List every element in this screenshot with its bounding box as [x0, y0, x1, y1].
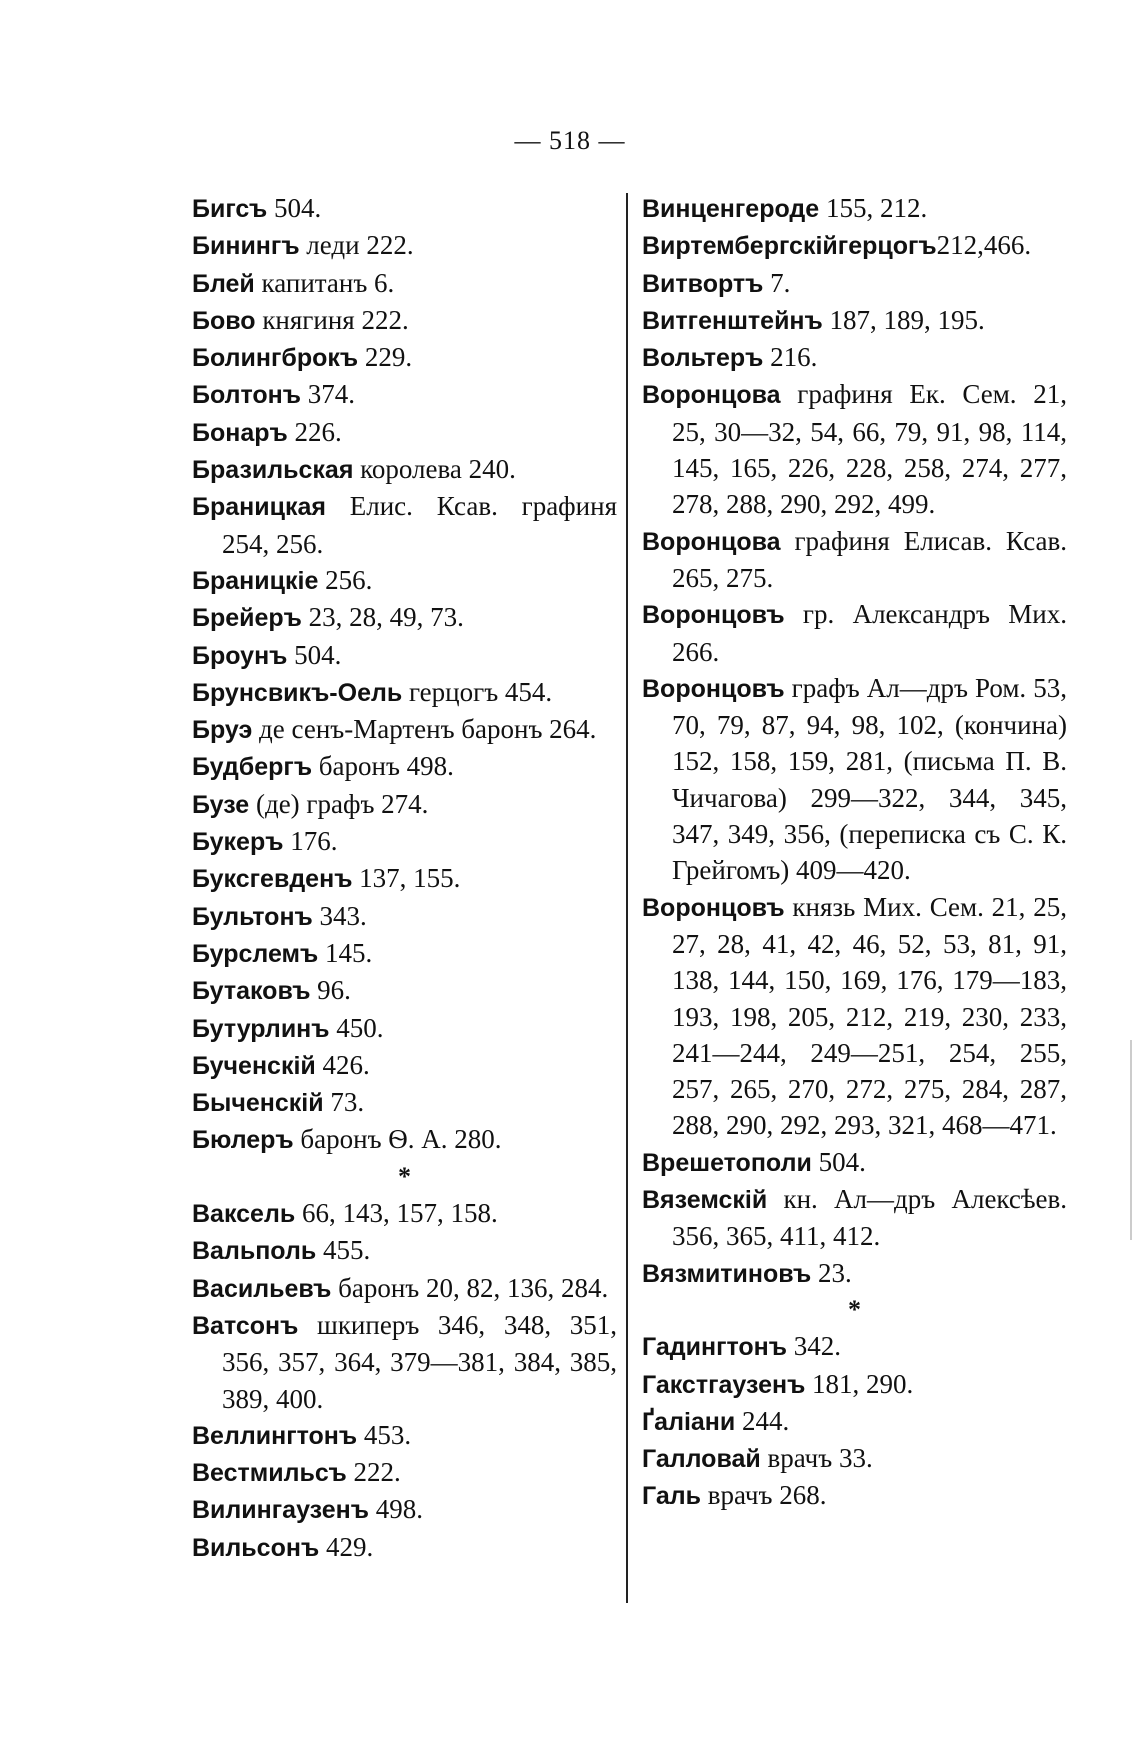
index-entry [192, 265, 617, 302]
entry-name: Вильсонъ [192, 1533, 320, 1562]
entry-references: 137, 155. [352, 863, 461, 894]
entry-name: Вилингаузенъ [192, 1496, 369, 1525]
entry-references: графиня Елисав. Ксав. 265, 275. [672, 525, 1067, 593]
entry-references: 450. [329, 1012, 384, 1043]
entry-name: Витгенштейнъ [642, 306, 823, 335]
index-entry [642, 596, 1067, 670]
index-entry [642, 1477, 1067, 1514]
index-entry [192, 1454, 617, 1491]
entry-name: Гакстгаузенъ [642, 1370, 806, 1399]
entry-name: Бруэ [192, 716, 253, 745]
index-column-left [192, 190, 617, 1566]
entry-references: 498. [369, 1494, 423, 1525]
entry-references: 244. [735, 1405, 790, 1436]
entry-name: Виртембергскійгерцогъ [642, 232, 937, 261]
entry-references: 23, 28, 49, 73. [301, 602, 464, 633]
entry-name: Ґаліани [642, 1407, 736, 1436]
entry-name: Быченскій [192, 1089, 324, 1118]
entry-name: Веллингтонъ [192, 1421, 358, 1450]
entry-references: 96. [310, 975, 351, 1006]
entry-name: Бузе [192, 790, 250, 819]
entry-references: 216. [763, 342, 818, 373]
index-entry [192, 860, 617, 897]
index-entry [642, 339, 1067, 376]
entry-references: 504. [267, 193, 322, 223]
index-entry [192, 786, 617, 823]
entry-name: Ваксель [192, 1200, 296, 1229]
entry-name: Букеръ [192, 828, 284, 857]
index-entry [192, 1047, 617, 1084]
entry-name: Бово [192, 306, 256, 335]
entry-name: Вязмитиновъ [642, 1259, 812, 1288]
entry-name: Бультонъ [192, 902, 313, 931]
index-entry [192, 451, 617, 488]
entry-name: Васильевъ [192, 1274, 332, 1303]
entry-references: 342. [787, 1331, 842, 1362]
index-entry [642, 1328, 1067, 1365]
index-entry [642, 190, 1067, 227]
entry-references: 426. [315, 1049, 370, 1080]
entry-references: князь Мих. Сем. 21, 25, 27, 28, 41, 42, 46, 52, 53, 81, 91, 138, 144, 150, 169, 176, 179—183, 193, 198, 205, 212, 219, 230, 233, 241—244, 249—251, 254, 255, 257, 265, 270, 272, 275, 284, 287, 288, 290, 292, 293, 321, 468—471. [672, 891, 1067, 1141]
index-entry [642, 227, 1067, 264]
entry-name: Бурслемъ [192, 939, 319, 968]
entry-references: 343. [312, 900, 367, 931]
index-entry [192, 935, 617, 972]
index-entry [192, 1121, 617, 1158]
section-separator: * [398, 1161, 411, 1191]
index-entry [192, 748, 617, 785]
entry-references: 229. [358, 342, 413, 373]
entry-name: Бюлеръ [192, 1126, 294, 1155]
entry-references: баронъ 20, 82, 136, 284. [331, 1272, 609, 1303]
entry-references: 504. [811, 1146, 866, 1177]
entry-name: Бинингъ [192, 232, 300, 261]
index-entry [642, 1144, 1067, 1181]
entry-name: Бутурлинъ [192, 1014, 330, 1043]
entry-name: Болтонъ [192, 381, 302, 410]
index-entry [192, 1232, 617, 1269]
entry-references: 187, 189, 195. [822, 304, 985, 335]
index-entry [192, 1417, 617, 1454]
entry-name: Галь [642, 1482, 701, 1511]
index-entry [192, 599, 617, 636]
index-entry [192, 190, 617, 227]
index-column-right [642, 190, 1067, 1515]
index-entry [642, 889, 1067, 1144]
entry-name: Врешетополи [642, 1148, 812, 1177]
index-entry [192, 1195, 617, 1232]
index-entry [192, 674, 617, 711]
entry-name: Воронцовъ [642, 893, 785, 922]
index-entry [192, 1529, 617, 1566]
entry-references: герцогъ 454. [402, 676, 553, 707]
column-divider [626, 193, 628, 1603]
index-entry [642, 376, 1067, 522]
entry-references: графиня Ек. Сем. 21, 25, 30—32, 54, 66, 79, 91, 98, 114, 145, 165, 226, 228, 258, 274, 277, 278, 288, 290, 292, 499. [672, 379, 1067, 520]
index-entry [642, 265, 1067, 302]
entry-references: де сенъ-Мартенъ баронъ 264. [252, 714, 597, 745]
entry-references: 212,466. [936, 230, 1032, 261]
entry-name: Будбергъ [192, 753, 313, 782]
entry-name: Бученскій [192, 1051, 316, 1080]
entry-name: Брейеръ [192, 604, 302, 633]
entry-name: Воронцовъ [642, 601, 785, 630]
entry-references: 226. [287, 416, 342, 447]
entry-references: кн. Ал—дръ Алексѣев. 356, 365, 411, 412. [672, 1184, 1067, 1252]
entry-name: Болингброкъ [192, 344, 359, 373]
entry-name: Броунъ [192, 641, 288, 670]
entry-references: 176. [283, 826, 338, 857]
entry-name: Гадингтонъ [642, 1333, 788, 1362]
entry-name: Бигсъ [192, 195, 268, 223]
entry-references: 155, 212. [819, 193, 928, 223]
index-entry [192, 823, 617, 860]
entry-references: Елис. Ксав. графиня 254, 256. [222, 491, 617, 559]
entry-references: шкиперъ 346, 348, 351, 356, 357, 364, 379—381, 384, 385, 389, 400. [222, 1309, 617, 1414]
index-entry [192, 1010, 617, 1047]
entry-name: Вальполь [192, 1237, 317, 1266]
entry-name: Воронцовъ [642, 674, 785, 703]
entry-references: 429. [319, 1531, 374, 1562]
entry-references: врачъ 33. [760, 1443, 873, 1474]
entry-name: Винценгероде [642, 195, 820, 223]
entry-references: 66, 143, 157, 158. [295, 1198, 498, 1229]
entry-references: леди 222. [299, 230, 414, 261]
entry-name: Браницкіе [192, 566, 319, 595]
section-separator: * [848, 1294, 861, 1324]
index-entry [192, 898, 617, 935]
index-entry [642, 1255, 1067, 1292]
entry-references: 222. [346, 1457, 401, 1488]
page-edge-mark [1130, 1040, 1132, 1240]
index-entry [642, 1440, 1067, 1477]
index-entry [192, 972, 617, 1009]
index-entry [642, 302, 1067, 339]
entry-references: 7. [763, 267, 791, 298]
entry-references: 374. [301, 379, 356, 410]
entry-name: Бутаковъ [192, 977, 311, 1006]
index-entry [642, 523, 1067, 597]
index-entry [192, 227, 617, 264]
index-entry [642, 1181, 1067, 1255]
entry-name: Вяземскій [642, 1186, 768, 1215]
entry-references: княгиня 222. [255, 304, 409, 335]
entry-references: 504. [287, 639, 342, 670]
entry-references: 453. [357, 1419, 412, 1450]
entry-references: баронъ Ѳ. А. 280. [293, 1124, 502, 1155]
entry-name: Ватсонъ [192, 1311, 299, 1340]
entry-name: Воронцова [642, 527, 781, 556]
entry-references: капитанъ 6. [254, 267, 395, 298]
entry-name: Воронцова [642, 381, 781, 410]
entry-name: Бразильская [192, 456, 354, 485]
entry-name: Вестмильсъ [192, 1459, 347, 1488]
index-entry [192, 302, 617, 339]
index-entry [192, 414, 617, 451]
entry-references: баронъ 498. [312, 751, 454, 782]
index-entry [192, 1307, 617, 1417]
index-entry [192, 339, 617, 376]
entry-references: 23. [811, 1257, 852, 1288]
entry-references: гр. Александръ Мих. 266. [672, 599, 1067, 667]
index-entry [192, 488, 617, 562]
index-entry [192, 376, 617, 413]
entry-references: (де) графъ 274. [249, 788, 429, 819]
index-entry [192, 637, 617, 674]
entry-references: 145. [318, 937, 373, 968]
entry-name: Галловай [642, 1445, 761, 1474]
entry-name: Блей [192, 269, 255, 298]
page-number: — 518 — [514, 126, 626, 155]
index-entry [192, 1270, 617, 1307]
index-entry [642, 670, 1067, 889]
index-entry [192, 711, 617, 748]
entry-references: врачъ 268. [701, 1480, 827, 1511]
entry-name: Брунсвикъ-Оель [192, 678, 403, 707]
entry-references: графъ Ал—дръ Ром. 53, 70, 79, 87, 94, 98, 102, (кончина) 152, 158, 159, 281, (письма П. В. Чичагова) 299—322, 344, 345, 347, 349, 356, (переписка съ С. К. Грейгомъ) 409—420. [672, 672, 1067, 886]
entry-name: Витвортъ [642, 269, 764, 298]
index-entry [192, 1491, 617, 1528]
index-entry [642, 1403, 1067, 1440]
entry-references: 455. [316, 1235, 371, 1266]
index-entry [642, 1366, 1067, 1403]
entry-name: Бонаръ [192, 418, 288, 447]
entry-references: 181, 290. [805, 1368, 914, 1399]
entry-references: 73. [323, 1087, 365, 1118]
index-entry [192, 562, 617, 599]
entry-references: 256. [318, 564, 373, 595]
entry-name: Браницкая [192, 493, 326, 522]
entry-name: Вольтеръ [642, 344, 764, 373]
entry-name: Буксгевденъ [192, 865, 353, 894]
entry-references: королева 240. [353, 454, 516, 485]
index-entry [192, 1084, 617, 1121]
